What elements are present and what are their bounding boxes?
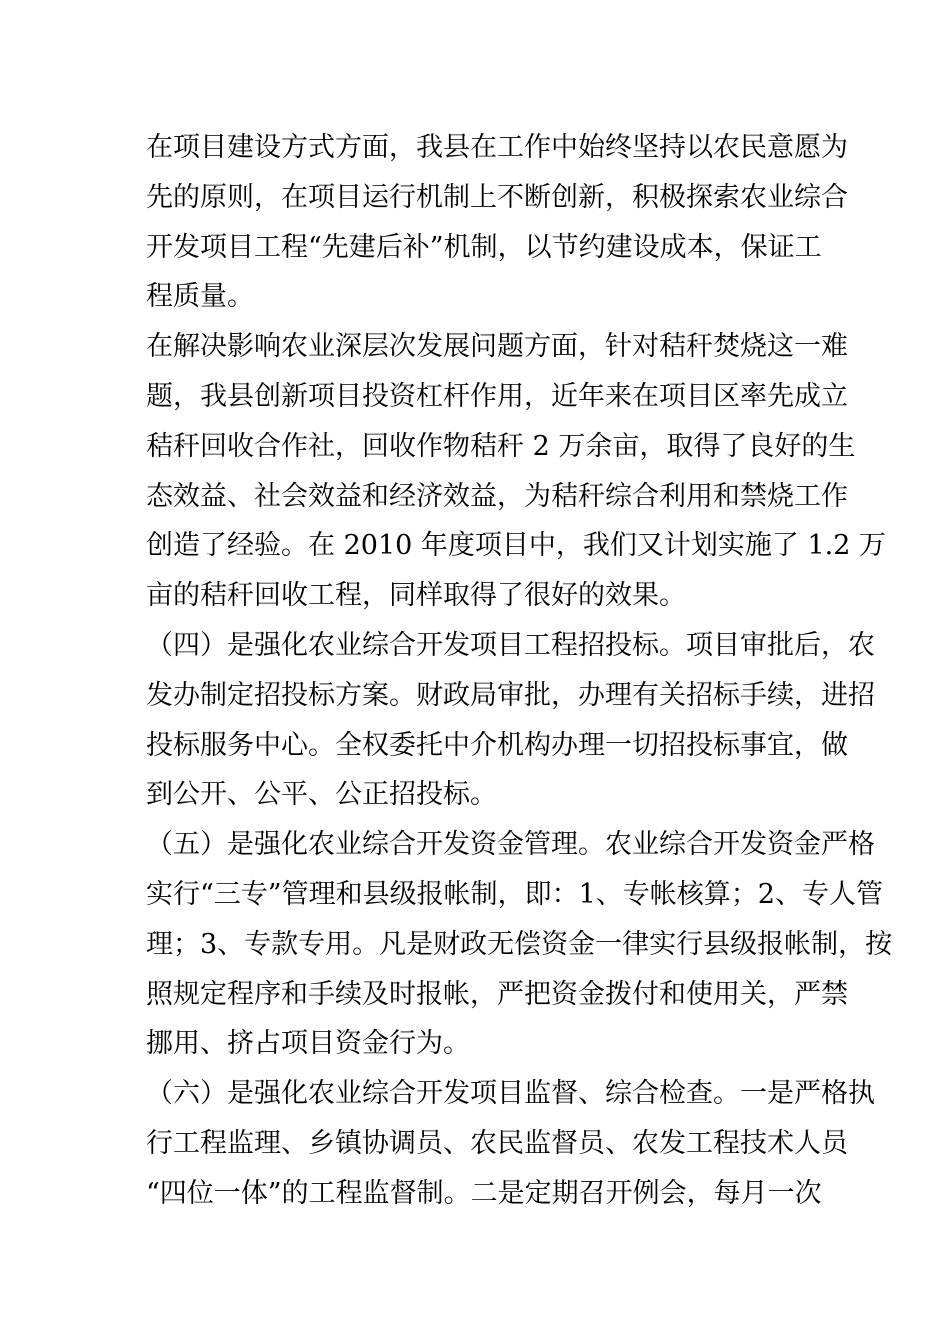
text-line: 在解决影响农业深层次发展问题方面，针对秸秆焚烧这一难 [146, 331, 848, 363]
text-line: 理；3、专款专用。凡是财政无偿资金一律实行县级报帐制，按 [146, 928, 893, 960]
text-line: 秸秆回收合作社，回收作物秸秆 2 万余亩，取得了良好的生 [146, 430, 856, 462]
text-line: 在项目建设方式方面，我县在工作中始终坚持以农民意愿为 [146, 132, 848, 163]
text-line: 发办制定招投标方案。财政局审批，办理有关招标手续，进招 [146, 679, 875, 711]
text-line: 实行“三专”管理和县级报帐制，即：1、专帐核算；2、专人管 [146, 878, 883, 910]
text-line: 先的原则，在项目运行机制上不断创新，积极探索农业综合 [146, 181, 848, 213]
text-line: 题，我县创新项目投资杠杆作用，近年来在项目区率先成立 [146, 380, 848, 412]
text-line: 程质量。 [146, 281, 254, 313]
text-line: 照规定程序和手续及时报帐，严把资金拨付和使用关，严禁 [146, 978, 848, 1010]
text-line: （五）是强化农业综合开发资金管理。农业综合开发资金严格 [146, 829, 875, 861]
text-line: （四）是强化农业综合开发项目工程招投标。项目审批后，农 [146, 629, 875, 661]
text-line: 行工程监理、乡镇协调员、农民监督员、农发工程技术人员 [146, 1127, 848, 1159]
text-line: 亩的秸秆回收工程，同样取得了很好的效果。 [146, 580, 686, 612]
text-line: 创造了经验。在 2010 年度项目中，我们又计划实施了 1.2 万 [146, 530, 886, 562]
text-line: 挪用、挤占项目资金行为。 [146, 1028, 470, 1060]
text-line: 态效益、社会效益和经济效益，为秸秆综合利用和禁烧工作 [146, 480, 848, 512]
document-page [146, 123, 893, 1219]
text-line: 到公开、公平、公正招投标。 [146, 779, 497, 811]
text-line: “四位一体”的工程监督制。二是定期召开例会，每月一次 [146, 1177, 822, 1209]
text-line: 开发项目工程“先建后补”机制，以节约建设成本，保证工 [146, 231, 822, 263]
text-line: 投标服务中心。全权委托中介机构办理一切招投标事宜，做 [146, 729, 848, 761]
text-line: （六）是强化农业综合开发项目监督、综合检查。一是严格执 [146, 1078, 875, 1110]
